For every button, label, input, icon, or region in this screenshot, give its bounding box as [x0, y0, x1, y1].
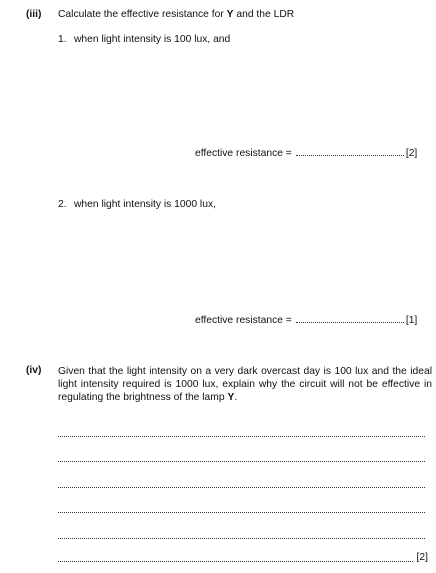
- answer-line-1[interactable]: [58, 436, 425, 437]
- lamp-y-label: Y: [226, 9, 234, 20]
- sub2-answer-row: [195, 314, 417, 328]
- part-iv-question-text: Given that the light intensity on a very dark overcast day is 100 lux and the ideal light intensity required is 1000 lux, explain why the circuit will not be effective in regulating the brightness of the lamp Y.: [58, 366, 432, 403]
- sub1-number: 1.: [58, 34, 67, 45]
- answer-line-6-row: [58, 552, 432, 566]
- sub1-text: when light intensity is 100 lux, and: [74, 34, 231, 45]
- answer-line-6[interactable]: [58, 561, 413, 562]
- answer-line-3[interactable]: [58, 487, 425, 488]
- sub1-marks: [2]: [405, 148, 418, 159]
- sub1-answer-blank[interactable]: [296, 147, 404, 156]
- sub1-answer-label: effective resistance =: [195, 148, 292, 159]
- sub2-answer-blank[interactable]: [296, 314, 404, 323]
- sub2-number: 2.: [58, 199, 67, 210]
- answer-line-4[interactable]: [58, 512, 425, 513]
- part-iii-question: Calculate the effective resistance for Y and the LDR: [58, 9, 295, 20]
- sub2-marks: [1]: [405, 315, 418, 326]
- answer-line-2[interactable]: [58, 461, 425, 462]
- answer-line-5[interactable]: [58, 538, 425, 539]
- lamp-y-label: Y: [227, 392, 235, 403]
- part-iv-label: (iv): [26, 365, 42, 376]
- part-iv-question: [58, 365, 432, 404]
- part-iii-label: (iii): [26, 9, 42, 20]
- part-iv-marks: [2]: [416, 552, 428, 563]
- sub2-text: when light intensity is 1000 lux,: [74, 199, 216, 210]
- sub2-answer-label: effective resistance =: [195, 315, 292, 326]
- sub1-answer-row: [195, 147, 417, 161]
